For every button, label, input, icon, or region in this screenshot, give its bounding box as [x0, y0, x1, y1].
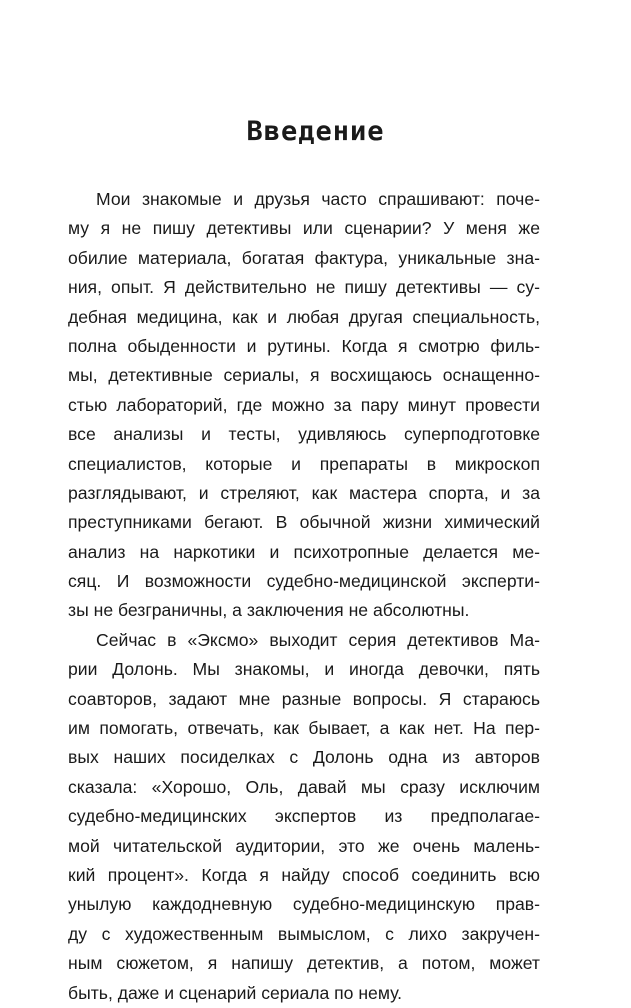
text-line: сяц. И возможности судебно-медицинской эксперти-: [68, 571, 540, 592]
text-line: преступниками бегают. В обычной жизни химический: [68, 512, 540, 533]
text-line: обилие материала, богатая фактура, уникальные зна-: [68, 247, 540, 268]
text-line: стью лабораторий, где можно за пару минут провести: [68, 394, 540, 415]
text-line: ным сюжетом, я напишу детектив, а потом, может: [68, 953, 540, 974]
paragraph: [68, 626, 540, 1008]
text-line: анализ на наркотики и психотропные делается ме-: [68, 541, 540, 562]
text-line: вых наших посиделках с Долонь одна из авторов: [68, 747, 540, 768]
text-line: специалистов, которые и препараты в микроскоп: [68, 453, 540, 474]
text-line: им помогать, отвечать, как бывает, а как нет. На пер-: [68, 718, 540, 739]
text-line: унылую каждодневную судебно-медицинскую прав-: [68, 894, 540, 915]
text-line: полна обыденности и рутины. Когда я смотрю филь-: [68, 335, 540, 356]
body-text: [68, 185, 540, 1008]
text-line: быть, даже и сценарий сериала по нему.: [68, 982, 403, 1003]
text-line: сказала: «Хорошо, Оль, давай мы сразу исключим: [68, 776, 540, 797]
text-line: мой читательской аудитории, это же очень малень-: [68, 835, 540, 856]
text-line: кий процент». Когда я найду способ соединить всю: [68, 864, 540, 885]
text-line: судебно-медицинских экспертов из предполагае-: [68, 806, 540, 827]
text-line: зы не безграничны, а заключения не абсолютны.: [68, 600, 470, 621]
chapter-heading: Введение: [246, 116, 385, 147]
text-line: все анализы и тесты, удивляюсь суперподготовке: [68, 424, 540, 445]
text-line: соавторов, задают мне разные вопросы. Я стараюсь: [68, 688, 540, 709]
text-line: Сейчас в «Эксмо» выходит серия детективов Ма-: [96, 629, 540, 650]
text-line: разглядывают, и стреляют, как мастера спорта, и за: [68, 482, 540, 503]
text-line: ния, опыт. Я действительно не пишу детективы — су-: [68, 277, 540, 298]
text-line: мы, детективные сериалы, я восхищаюсь оснащенно-: [68, 365, 540, 386]
text-line: дебная медицина, как и любая другая специальность,: [68, 306, 540, 327]
text-line: му я не пишу детективы или сценарии? У меня же: [68, 218, 540, 239]
paragraph: [68, 185, 540, 626]
text-line: Мои знакомые и друзья часто спрашивают: поче-: [96, 189, 540, 209]
text-line: рии Долонь. Мы знакомы, и иногда девочки, пять: [68, 659, 540, 680]
text-line: ду с художественным вымыслом, с лихо закручен-: [68, 923, 540, 944]
